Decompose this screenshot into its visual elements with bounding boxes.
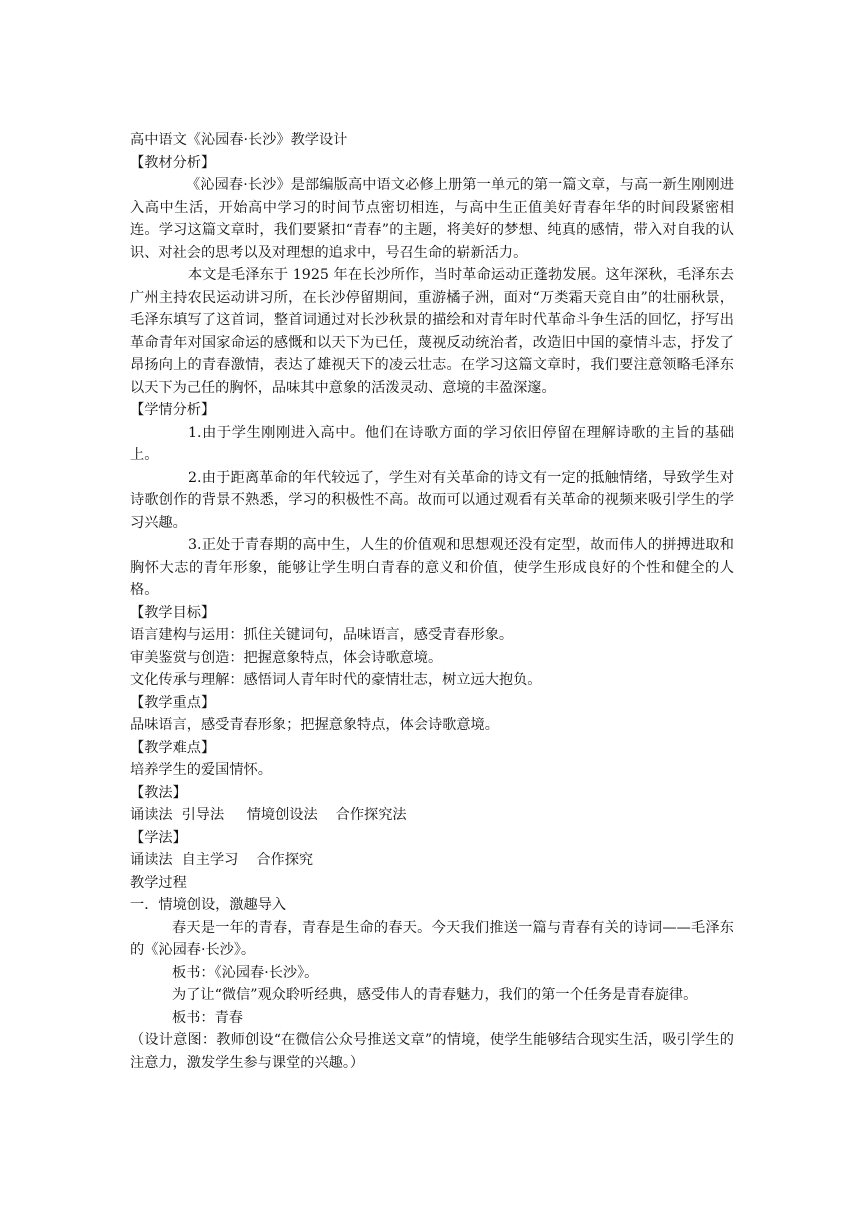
process-blackboard-2: 板书：青春 — [172, 1009, 243, 1026]
section-heading-learning-methods: 【学法】 — [130, 829, 187, 846]
process-heading: 教学过程 — [130, 874, 187, 891]
section-heading-objectives: 【教学目标】 — [130, 604, 216, 621]
section-heading-material-analysis: 【教材分析】 — [130, 154, 216, 171]
process-step-1-title: 一．情境创设，激趣导入 — [130, 897, 287, 913]
objective-item: 文化传承与理解：感悟词人青年时代的豪情壮志，树立远大抱负。 — [130, 672, 542, 688]
section-heading-student-analysis: 【学情分析】 — [130, 402, 216, 418]
process-blackboard-1: 板书：《沁园春·长沙》。 — [172, 964, 319, 981]
learning-methods-text: 诵读法 自主学习 合作探究 — [130, 852, 314, 868]
key-points-text: 品味语言，感受青春形象；把握意象特点，体会诗歌意境。 — [130, 717, 499, 733]
section-heading-key-points: 【教学重点】 — [130, 694, 216, 711]
objective-item: 语言建构与运用：抓住关键词句，品味语言，感受青春形象。 — [130, 627, 514, 643]
material-analysis-paragraph-2: 本文是毛泽东于 1925 年在长沙所作，当时革命运动正蓬勃发展。这年深秋，毛泽东去广州主持农民运动讲习所，在长沙停留期间，重游橘子洲，面对“万类霜天竞自由”的壮丽秋景，毛泽东填写了这首词，整首词通过对长沙秋景的描绘和对青年时代革命斗争生活的回忆，抒写出革命青年对国家命运的感慨和以天下为已任，蔑视反动统治者，改造旧中国的豪情斗志，抒发了昂扬向上的青春激情，表达了雄视天下的凌云壮志。在学习这篇文章时，我们要注意领略毛泽东以天下为己任的胸怀，品味其中意象的活泼灵动、意境的丰盈深邃。 — [130, 267, 734, 396]
student-analysis-point-1: 1.由于学生刚刚进入高中。他们在诗歌方面的学习依旧停留在理解诗歌的主旨的基础上。 — [130, 424, 734, 463]
section-heading-difficulties: 【教学难点】 — [130, 739, 216, 756]
material-analysis-paragraph-1: 《沁园春·长沙》是部编版高中语文必修上册第一单元的第一篇文章，与高一新生刚刚进入高中生活，开始高中学习的时间节点密切相连，与高中生正值美好青春年华的时间段紧密相连。学习这篇文章时，我们要紧扣“青春”的主题，将美好的梦想、纯真的感情，带入对自我的认识、对社会的思考以及对理想的追求中，号召生命的崭新活力。 — [130, 177, 734, 261]
process-paragraph-2: 为了让“微信”观众聆听经典，感受伟人的青春魅力，我们的第一个任务是青春旋律。 — [172, 987, 698, 1003]
difficulties-text: 培养学生的爱国情怀。 — [130, 762, 272, 778]
objective-item: 审美鉴赏与创造：把握意象特点，体会诗歌意境。 — [130, 649, 443, 666]
design-intent-note: （设计意图：教师创设“在微信公众号推送文章”的情境，使学生能够结合现实生活，吸引学生的注意力，激发学生参与课堂的兴趣。） — [130, 1032, 734, 1071]
student-analysis-point-3: 3.正处于青春期的高中生，人生的价值观和思想观还没有定型，故而伟人的拼搏进取和胸怀大志的青年形象，能够让学生明白青春的意义和价值，使学生形成良好的个性和健全的人格。 — [130, 537, 734, 598]
teaching-methods-text: 诵读法 引导法 情境创设法 合作探究法 — [130, 807, 407, 823]
student-analysis-point-2: 2.由于距离革命的年代较远了，学生对有关革命的诗文有一定的抵触情绪，导致学生对诗歌创作的背景不熟悉，学习的积极性不高。故而可以通过观看有关革命的视频来吸引学生的学习兴趣。 — [130, 469, 734, 531]
document-body — [130, 129, 734, 1074]
process-paragraph-1: 春天是一年的青春，青春是生命的春天。今天我们推送一篇与青春有关的诗词——毛泽东的《沁园春·长沙》。 — [130, 919, 734, 958]
document-title: 高中语文《沁园春·长沙》教学设计 — [130, 132, 348, 148]
section-heading-teaching-methods: 【教法】 — [130, 784, 187, 801]
